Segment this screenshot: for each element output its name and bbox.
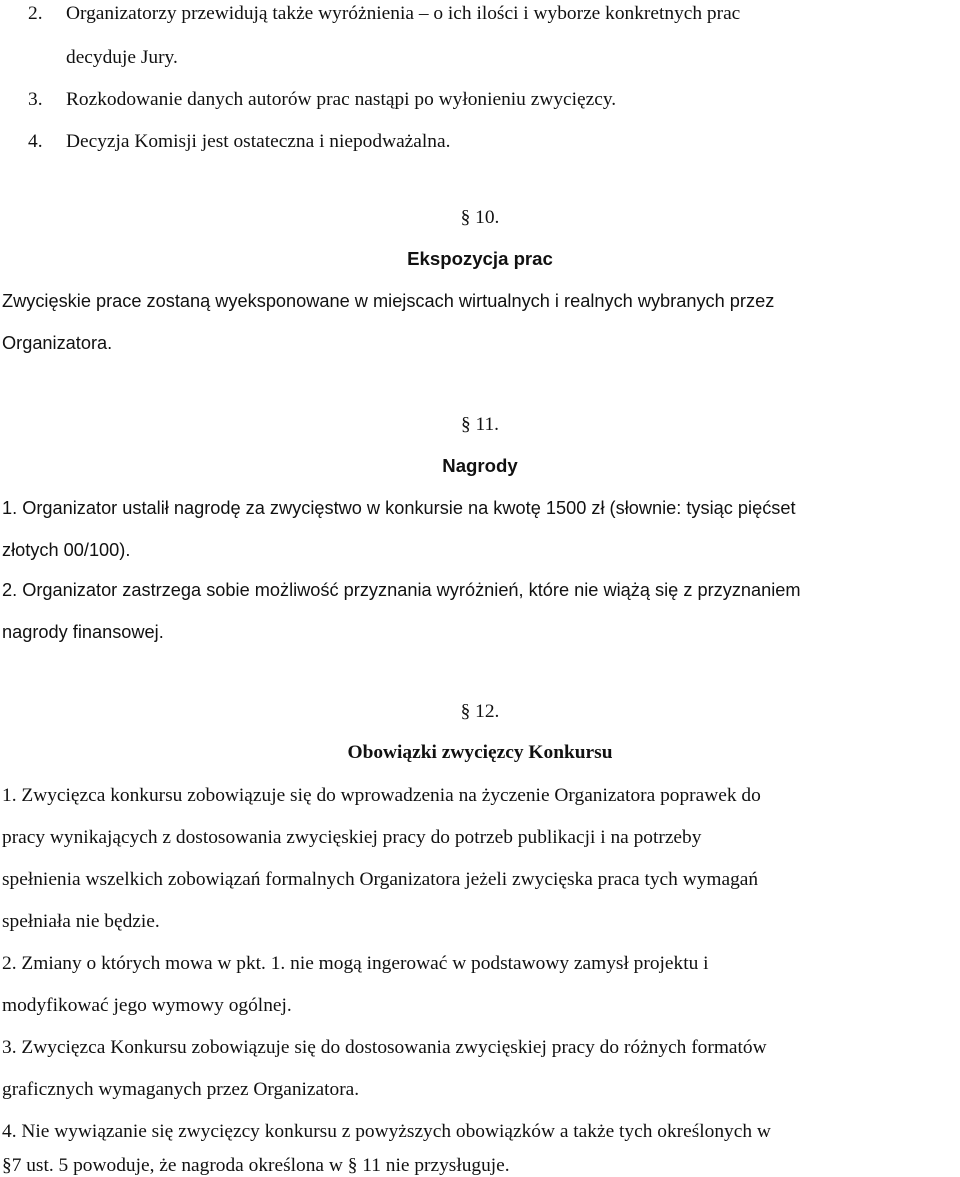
- section-title: Nagrody: [442, 455, 518, 476]
- paragraph-line: Zwycięskie prace zostaną wyeksponowane w miejscach wirtualnych i realnych wybranych przez: [2, 291, 775, 311]
- paragraph-line: modyfikować jego wymowy ogólnej.: [2, 995, 292, 1016]
- list-number: 2.: [28, 3, 43, 24]
- section-number: § 10.: [460, 207, 500, 228]
- list-text-continuation: nagrody finansowej.: [2, 622, 164, 642]
- section-number: § 12.: [460, 701, 500, 722]
- list-text: Organizatorzy przewidują także wyróżnienia – o ich ilości i wyborze konkretnych prac: [66, 3, 741, 24]
- paragraph-line: 1. Zwycięzca konkursu zobowiązuje się do wprowadzenia na życzenie Organizatora poprawek do: [2, 785, 761, 806]
- paragraph-line: 4. Nie wywiązanie się zwycięzcy konkursu z powyższych obowiązków a także tych określonych w: [2, 1121, 771, 1142]
- paragraph-line: graficznych wymaganych przez Organizatora.: [2, 1079, 360, 1100]
- section-title: Obowiązki zwycięzcy Konkursu: [347, 742, 613, 763]
- section-number: § 11.: [460, 414, 500, 435]
- paragraph-line: 3. Zwycięzca Konkursu zobowiązuje się do dostosowania zwycięskiej pracy do różnych formatów: [2, 1037, 767, 1058]
- list-text: Rozkodowanie danych autorów prac nastąpi po wyłonieniu zwycięzcy.: [66, 89, 617, 110]
- paragraph-line: spełniała nie będzie.: [2, 911, 160, 932]
- list-item: [28, 89, 617, 110]
- list-item: 1. Organizator ustalił nagrodę za zwycięstwo w konkursie na kwotę 1500 zł (słownie: tysiąc pięćset: [2, 498, 796, 518]
- list-item: [28, 3, 741, 24]
- list-item: [28, 131, 451, 152]
- section-title: Ekspozycja prac: [407, 248, 553, 269]
- paragraph-line: Organizatora.: [2, 333, 113, 353]
- paragraph-line: §7 ust. 5 powoduje, że nagroda określona w § 11 nie przysługuje.: [2, 1155, 510, 1176]
- paragraph-line: 2. Zmiany o których mowa w pkt. 1. nie mogą ingerować w podstawowy zamysł projektu i: [2, 953, 709, 974]
- list-item: 2. Organizator zastrzega sobie możliwość przyznania wyróżnień, które nie wiążą się z przyznaniem: [2, 580, 801, 600]
- paragraph-line: spełnienia wszelkich zobowiązań formalnych Organizatora jeżeli zwycięska praca tych wymagań: [2, 869, 759, 890]
- list-text-continuation: decyduje Jury.: [66, 47, 178, 68]
- list-text: Decyzja Komisji jest ostateczna i niepodważalna.: [66, 131, 451, 152]
- list-number: 3.: [28, 89, 43, 110]
- paragraph-line: pracy wynikających z dostosowania zwycięskiej pracy do potrzeb publikacji i na potrzeby: [2, 827, 702, 848]
- list-text-continuation: złotych 00/100).: [2, 540, 131, 560]
- list-number: 4.: [28, 131, 43, 152]
